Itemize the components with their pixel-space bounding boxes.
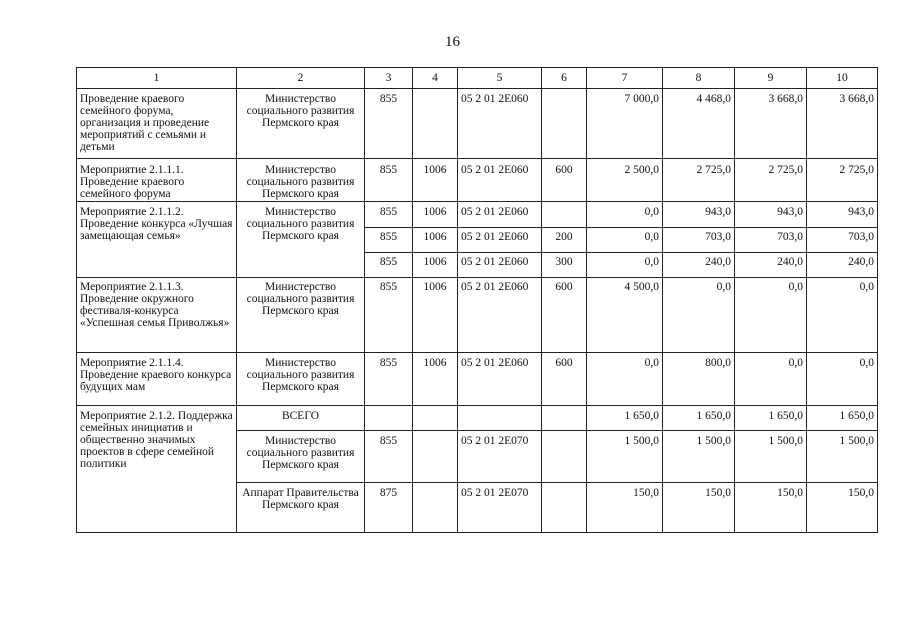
activity-name: Мероприятие 2.1.1.3. Проведение окружного фестиваля-конкурса «Успешная семья Приволжья»: [77, 278, 237, 353]
cell-c8: 1 650,0: [663, 406, 735, 431]
cell-c10: 150,0: [807, 483, 878, 533]
table-row: [77, 89, 878, 159]
cell-c4: 1006: [413, 253, 458, 278]
cell-c6: 600: [542, 278, 587, 353]
cell-c3: [365, 406, 413, 431]
column-header: 10: [807, 68, 878, 89]
cell-c6: [542, 431, 587, 483]
table-row: [77, 353, 878, 406]
cell-c9: 943,0: [735, 202, 807, 228]
executor: Министерство социального развития Пермского края: [237, 202, 365, 278]
executor: Министерство социального развития Пермского края: [237, 431, 365, 483]
cell-c7: 0,0: [587, 228, 663, 253]
cell-c10: 2 725,0: [807, 159, 878, 202]
cell-c9: 240,0: [735, 253, 807, 278]
cell-c8: 240,0: [663, 253, 735, 278]
cell-c4: 1006: [413, 202, 458, 228]
cell-c6: [542, 89, 587, 159]
activity-name: Мероприятие 2.1.2. Поддержка семейных инициатив и общественно значимых проектов в сфере семейной политики: [77, 406, 237, 533]
executor: Министерство социального развития Пермского края: [237, 278, 365, 353]
cell-c6: [542, 202, 587, 228]
cell-c9: 1 500,0: [735, 431, 807, 483]
cell-c10: 943,0: [807, 202, 878, 228]
column-header: 5: [458, 68, 542, 89]
cell-c7: 0,0: [587, 353, 663, 406]
cell-c9: 3 668,0: [735, 89, 807, 159]
cell-c6: 300: [542, 253, 587, 278]
cell-c5: 05 2 01 2Е060: [458, 353, 542, 406]
cell-c9: 1 650,0: [735, 406, 807, 431]
table-row: [77, 159, 878, 202]
cell-c10: 240,0: [807, 253, 878, 278]
cell-c7: 2 500,0: [587, 159, 663, 202]
cell-c4: 1006: [413, 353, 458, 406]
cell-c5: 05 2 01 2Е070: [458, 431, 542, 483]
cell-c8: 800,0: [663, 353, 735, 406]
cell-c10: 703,0: [807, 228, 878, 253]
cell-c10: 1 650,0: [807, 406, 878, 431]
column-header: 9: [735, 68, 807, 89]
cell-c7: 0,0: [587, 202, 663, 228]
cell-c8: 1 500,0: [663, 431, 735, 483]
cell-c10: 1 500,0: [807, 431, 878, 483]
cell-c8: 4 468,0: [663, 89, 735, 159]
cell-c3: 855: [365, 228, 413, 253]
cell-c3: 855: [365, 159, 413, 202]
cell-c7: 1 500,0: [587, 431, 663, 483]
cell-c9: 150,0: [735, 483, 807, 533]
cell-c3: 855: [365, 278, 413, 353]
cell-c6: [542, 483, 587, 533]
cell-c9: 0,0: [735, 278, 807, 353]
cell-c5: 05 2 01 2Е060: [458, 278, 542, 353]
cell-c10: 0,0: [807, 353, 878, 406]
column-header: 1: [77, 68, 237, 89]
executor: Министерство социального развития Пермского края: [237, 159, 365, 202]
column-header: 6: [542, 68, 587, 89]
cell-c6: 600: [542, 159, 587, 202]
cell-c5: 05 2 01 2Е060: [458, 89, 542, 159]
cell-c3: 855: [365, 431, 413, 483]
cell-c3: 875: [365, 483, 413, 533]
cell-c5: 05 2 01 2Е060: [458, 159, 542, 202]
table-row: [77, 278, 878, 353]
table-row: [77, 406, 878, 431]
column-header: 2: [237, 68, 365, 89]
cell-c5: 05 2 01 2Е060: [458, 202, 542, 228]
cell-c3: 855: [365, 353, 413, 406]
cell-c8: 943,0: [663, 202, 735, 228]
table-header-row: [77, 68, 878, 89]
budget-table: [76, 67, 878, 533]
cell-c7: 0,0: [587, 253, 663, 278]
cell-c7: 7 000,0: [587, 89, 663, 159]
cell-c3: 855: [365, 89, 413, 159]
cell-c10: 0,0: [807, 278, 878, 353]
page-number: 16: [445, 34, 460, 50]
cell-c4: [413, 431, 458, 483]
executor: Аппарат Правительства Пермского края: [237, 483, 365, 533]
cell-c4: 1006: [413, 228, 458, 253]
column-header: 4: [413, 68, 458, 89]
activity-name: Мероприятие 2.1.1.4. Проведение краевого конкурса будущих мам: [77, 353, 237, 406]
executor: Министерство социального развития Пермского края: [237, 89, 365, 159]
cell-c3: 855: [365, 253, 413, 278]
table-row: [77, 202, 878, 228]
activity-name: Проведение краевого семейного форума, организация и проведение мероприятий с семьями и детьми: [77, 89, 237, 159]
cell-c8: 703,0: [663, 228, 735, 253]
cell-c9: 703,0: [735, 228, 807, 253]
cell-c4: 1006: [413, 278, 458, 353]
cell-c4: [413, 483, 458, 533]
column-header: 7: [587, 68, 663, 89]
cell-c8: 150,0: [663, 483, 735, 533]
cell-c7: 1 650,0: [587, 406, 663, 431]
activity-name: Мероприятие 2.1.1.2. Проведение конкурса «Лучшая замещающая семья»: [77, 202, 237, 278]
cell-c10: 3 668,0: [807, 89, 878, 159]
cell-c7: 150,0: [587, 483, 663, 533]
cell-c4: [413, 406, 458, 431]
activity-name: Мероприятие 2.1.1.1. Проведение краевого семейного форума: [77, 159, 237, 202]
cell-c7: 4 500,0: [587, 278, 663, 353]
cell-c6: [542, 406, 587, 431]
cell-c9: 0,0: [735, 353, 807, 406]
cell-c5: [458, 406, 542, 431]
cell-c4: [413, 89, 458, 159]
cell-c3: 855: [365, 202, 413, 228]
cell-c4: 1006: [413, 159, 458, 202]
cell-c8: 2 725,0: [663, 159, 735, 202]
cell-c9: 2 725,0: [735, 159, 807, 202]
column-header: 3: [365, 68, 413, 89]
cell-c5: 05 2 01 2Е060: [458, 228, 542, 253]
cell-c6: 600: [542, 353, 587, 406]
executor: ВСЕГО: [237, 406, 365, 431]
column-header: 8: [663, 68, 735, 89]
cell-c5: 05 2 01 2Е060: [458, 253, 542, 278]
cell-c6: 200: [542, 228, 587, 253]
cell-c5: 05 2 01 2Е070: [458, 483, 542, 533]
executor: Министерство социального развития Пермского края: [237, 353, 365, 406]
cell-c8: 0,0: [663, 278, 735, 353]
